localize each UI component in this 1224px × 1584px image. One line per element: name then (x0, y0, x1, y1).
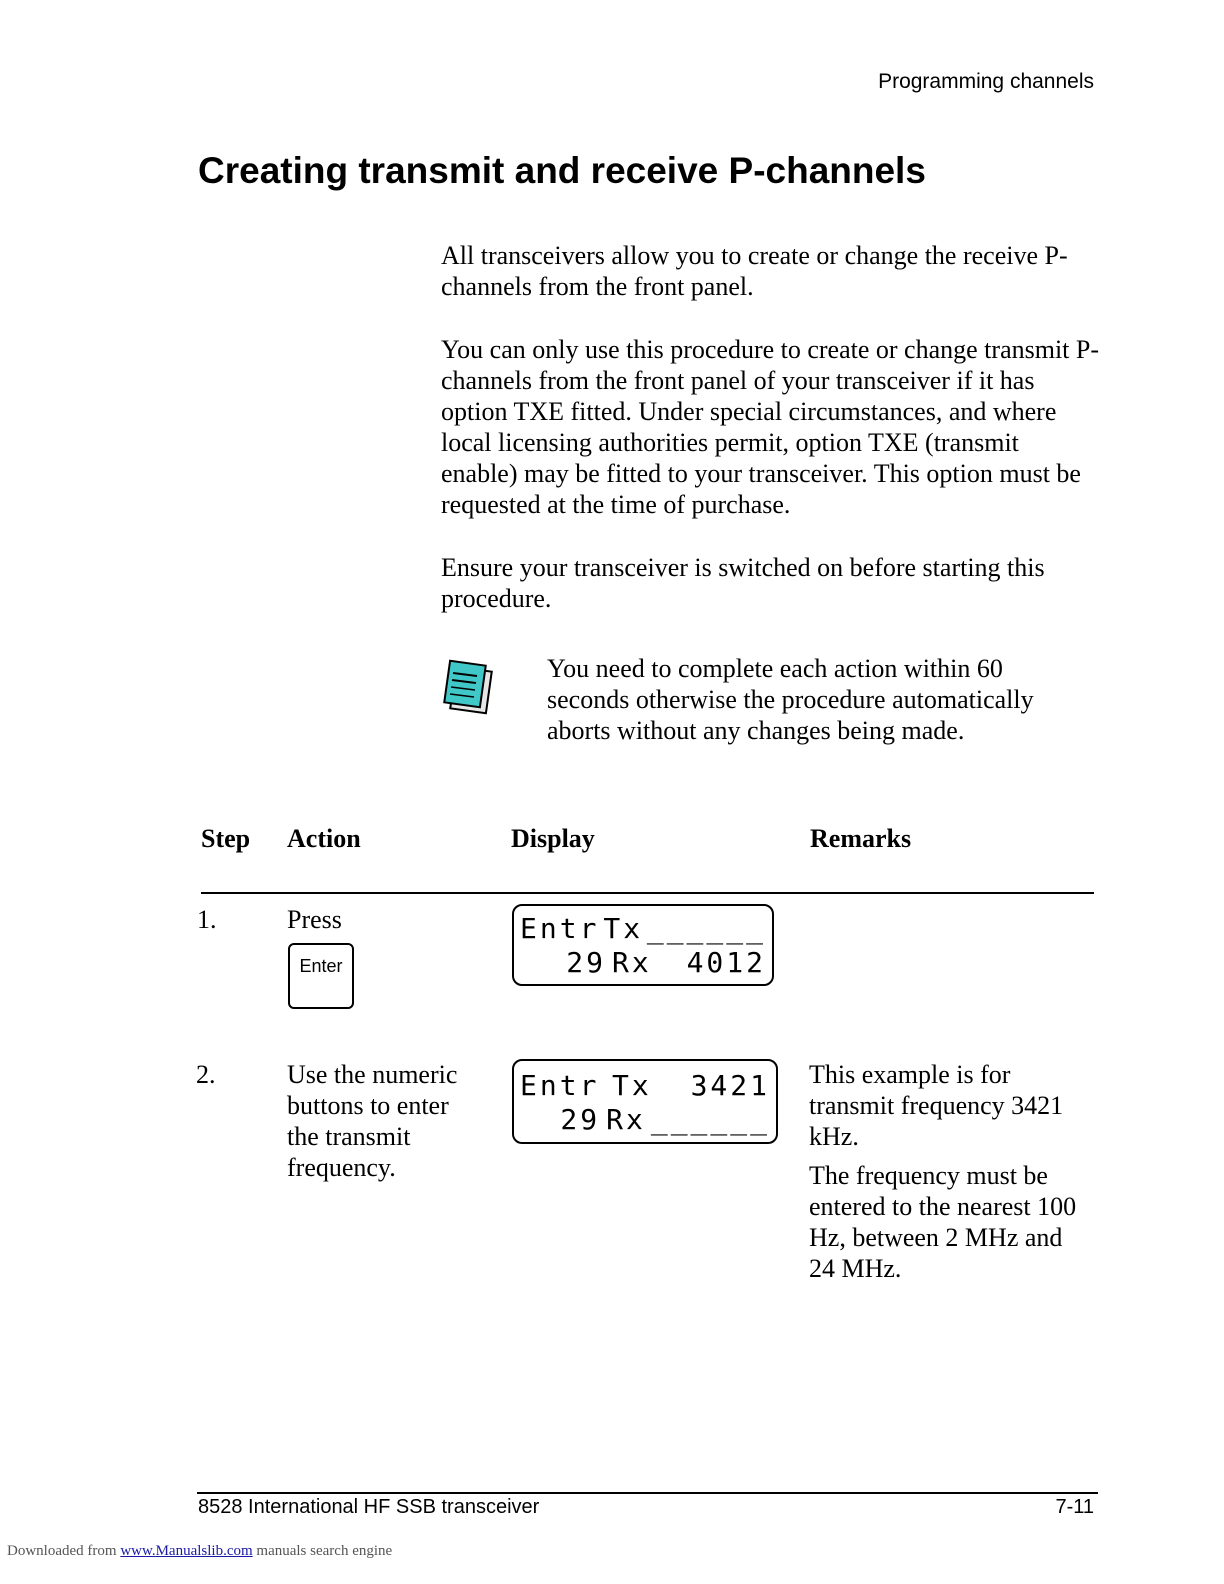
lcd-value: 4012 (686, 946, 766, 979)
lcd-value: ______ (646, 912, 766, 945)
footer-page-number: 7-11 (1055, 1496, 1094, 1518)
lcd-mode: Rx (606, 1103, 646, 1136)
manualslib-link[interactable]: www.Manualslib.com (120, 1543, 253, 1559)
lcd-line-2 (520, 946, 766, 979)
lcd-label: Entr (520, 912, 600, 945)
enter-key-icon: Enter (288, 943, 354, 1009)
col-header-display: Display (511, 824, 595, 853)
intro-paragraph-3: Ensure your transceiver is switched on before starting this procedure. (441, 553, 1045, 613)
page-title: Creating transmit and receive P-channels (198, 150, 926, 191)
remark-text-2: The frequency must be entered to the nearest 100 Hz, between 2 MHz and 24 MHz. (809, 1161, 1077, 1283)
download-suffix: manuals search engine (252, 1543, 393, 1559)
note-icon (441, 659, 495, 715)
download-line (7, 1543, 392, 1560)
running-header: Programming channels (878, 70, 1094, 93)
intro-paragraph-1: All transceivers allow you to create or change the receive P-channels from the front panel. (441, 241, 1068, 301)
col-header-remarks: Remarks (810, 824, 912, 853)
lcd-display-2 (512, 1059, 778, 1144)
footer-product: 8528 International HF SSB transceiver (198, 1496, 540, 1518)
lcd-label: Entr (520, 1069, 600, 1102)
action-text-1: Press (287, 905, 342, 934)
download-prefix: Downloaded from (7, 1543, 121, 1559)
col-header-action: Action (287, 824, 361, 853)
remark-text-1: This example is for transmit frequency 3421 kHz. (809, 1060, 1064, 1151)
lcd-value: 3421 (690, 1069, 770, 1102)
lcd-line-1 (520, 1069, 770, 1102)
step-number-1: 1. (197, 905, 217, 934)
lcd-mode: Tx (603, 912, 644, 945)
footer-rule (197, 1492, 1098, 1494)
lcd-label: 29 (566, 946, 606, 979)
action-text-2: Use the numeric buttons to enter the transmit frequency. (287, 1060, 458, 1182)
lcd-mode: Tx (612, 1069, 652, 1102)
lcd-value: ______ (650, 1103, 770, 1136)
step-number-2: 2. (196, 1060, 216, 1089)
table-header-rule (201, 892, 1094, 894)
intro-paragraph-2: You can only use this procedure to create or change transmit P-channels from the front panel of your transceiver if it has option TXE fitted. Under special circumstances, and where local licensing authorities permit, option TXE (transmit enable) may be fitted to your transceiver. This option must be requested at the time of purchase. (441, 335, 1100, 519)
note-text: You need to complete each action within 60 seconds otherwise the procedure automatically aborts without any changes being made. (547, 654, 1034, 745)
lcd-line-1 (520, 912, 766, 945)
lcd-line-2 (520, 1103, 770, 1136)
lcd-mode: Rx (612, 946, 652, 979)
lcd-display-1 (512, 904, 774, 986)
col-header-step: Step (201, 824, 251, 853)
lcd-label: 29 (560, 1103, 601, 1136)
